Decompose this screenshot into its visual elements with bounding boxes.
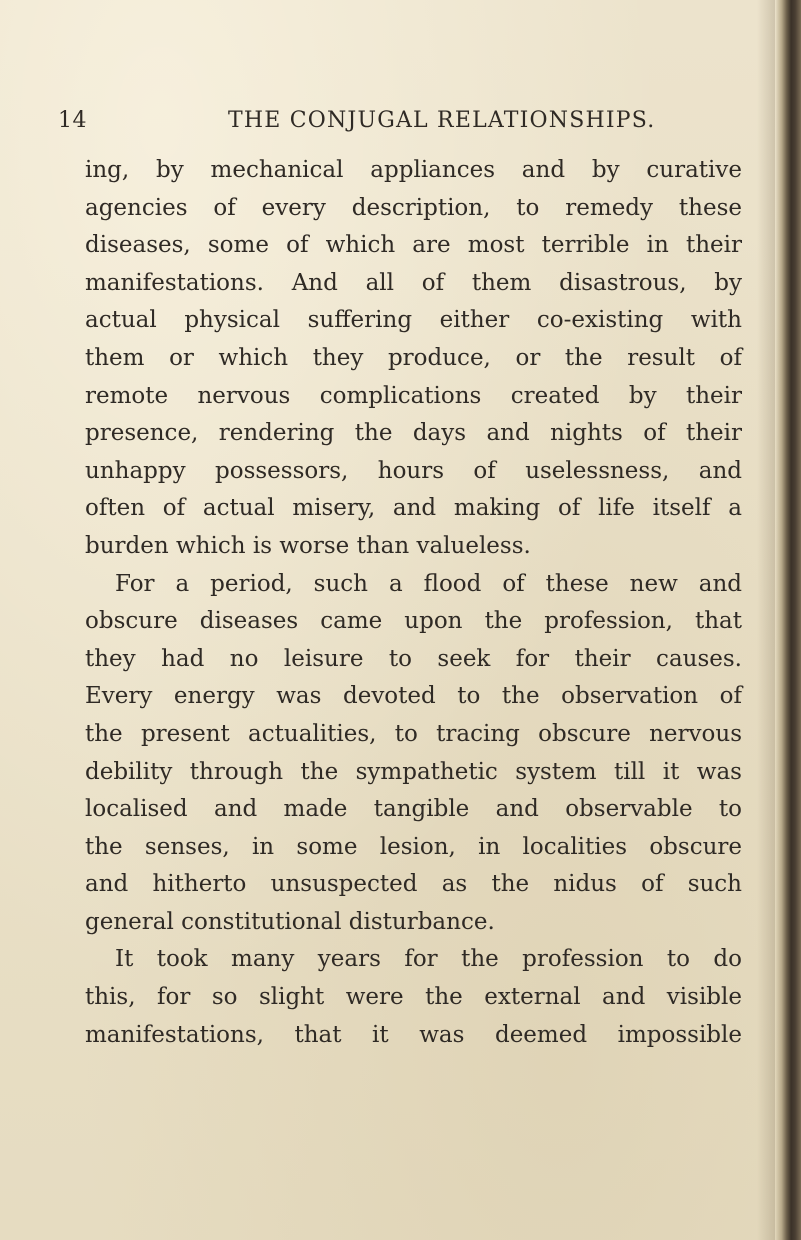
text-line: ing, by mechanical appliances and by curative [85,157,742,183]
text-line: It took many years for the profession to do [115,946,742,973]
text-line: they had no leisure to seek for their causes. [85,645,742,672]
text-line: the senses, in some lesion, in localities obscure [85,833,742,860]
text-line: and hitherto unsuspected as the nidus of such [85,871,742,898]
text-line: actual physical suffering either co-existing with [85,307,742,334]
text-line: diseases, some of which are most terrible in their [85,232,742,259]
text-line: For a period, such a flood of these new and [115,570,742,597]
text-line: Every energy was devoted to the observation of [85,683,742,710]
text-line: manifestations, that it was deemed impossible [85,1021,742,1048]
text-line: them or which they produce, or the result of [85,344,742,371]
text-line: general constitutional disturbance. [85,908,495,935]
page-number: 14 [58,108,87,133]
running-title: THE CONJUGAL RELATIONSHIPS. [228,108,656,133]
text-line: burden which is worse than valueless. [85,532,531,559]
page-gutter-shadow [757,0,775,1240]
text-line: this, for so slight were the external and visible [85,984,742,1011]
body-text [85,152,742,1054]
text-line: manifestations. And all of them disastrous, by [85,269,742,296]
page-header [58,106,778,140]
book-spine-edge [775,0,801,1240]
text-line: agencies of every description, to remedy these [85,194,742,221]
text-line: localised and made tangible and observable to [85,796,742,823]
text-line: often of actual misery, and making of life itself a [85,495,742,522]
text-line: obscure diseases came upon the profession, that [85,608,742,635]
text-line: remote nervous complications created by their [85,382,742,409]
text-line: debility through the sympathetic system till it was [85,758,742,785]
text-line: unhappy possessors, hours of uselessness, and [85,457,742,484]
text-line: the present actualities, to tracing obscure nervous [85,720,742,747]
text-line: presence, rendering the days and nights of their [85,420,742,447]
